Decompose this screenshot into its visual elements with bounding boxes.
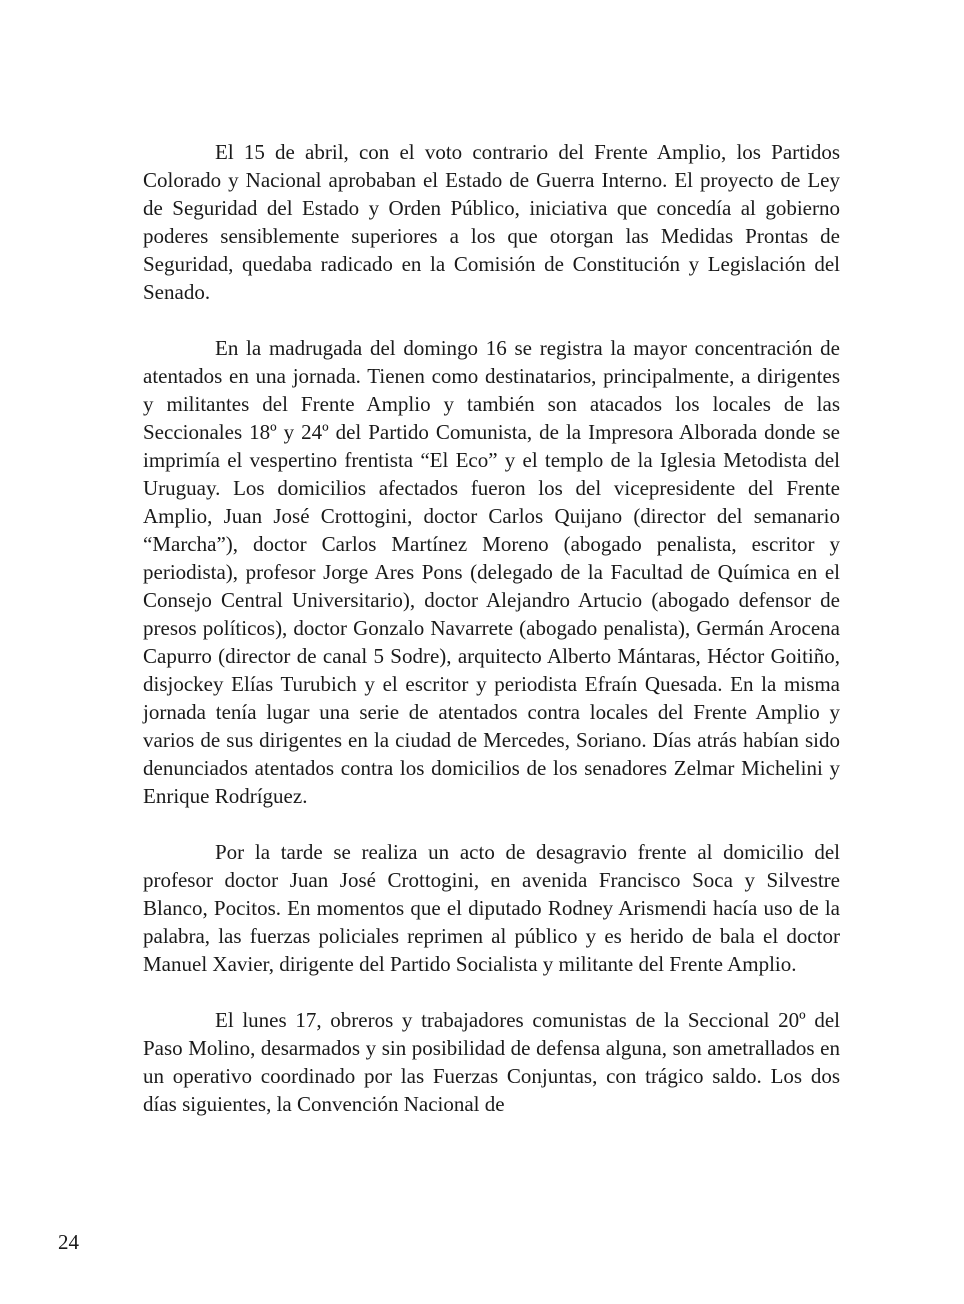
paragraph-1: El 15 de abril, con el voto contrario del Frente Amplio, los Partidos Colorado y Nacional aprobaban el Estado de Guerra Interno. El proyecto de Ley de Seguridad del Estado y Orden Público, iniciativa que concedía al gobierno poderes sensiblemente superiores a los que otorgan las Medidas Prontas de Seguridad, quedaba radicado en la Comisión de Constitución y Legislación del Senado.	[143, 140, 840, 304]
paragraph-3: Por la tarde se realiza un acto de desagravio frente al domicilio del profesor doctor Juan José Crottogini, en avenida Francisco Soca y Silvestre Blanco, Pocitos. En momentos que el diputado Rodney Arismendi hacía uso de la palabra, las fuerzas policiales reprimen al público y es herido de bala el doctor Manuel Xavier, dirigente del Partido Socialista y militante del Frente Amplio.	[143, 840, 840, 976]
paragraph-4: El lunes 17, obreros y trabajadores comunistas de la Seccional 20º del Paso Molino, desarmados y sin posibilidad de defensa alguna, son ametrallados en un operativo coordinado por las Fuerzas Conjuntas, con trágico saldo. Los dos días siguientes, la Convención Nacional de	[143, 1008, 840, 1116]
page-number: 24	[58, 1230, 79, 1254]
paragraph-2: En la madrugada del domingo 16 se registra la mayor concentración de atentados en una jornada. Tienen como destinatarios, principalmente, a dirigentes y militantes del Frente Amplio y también son atacados los locales de las Seccionales 18º y 24º del Partido Comunista, de la Impresora Alborada donde se imprimía el vespertino frentista “El Eco” y el templo de la Iglesia Metodista del Uruguay. Los domicilios afectados fueron los del vicepresidente del Frente Amplio, Juan José Crottogini, doctor Carlos Quijano (director del semanario “Marcha”), doctor Carlos Martínez Moreno (abogado penalista, escritor y periodista), profesor Jorge Ares Pons (delegado de la Facultad de Química en el Consejo Central Universitario), doctor Alejandro Artucio (abogado defensor de presos políticos), doctor Gonzalo Navarrete (abogado penalista), Germán Arocena Capurro (director de canal 5 Sodre), arquitecto Alberto Mántaras, Héctor Goitiño, disjockey Elías Turubich y el escritor y periodista Efraín Quesada. En la misma jornada tenía lugar una serie de atentados contra locales del Frente Amplio y varios de sus dirigentes en la ciudad de Mercedes, Soriano. Días atrás habían sido denunciados atentados contra los domicilios de los senadores Zelmar Michelini y Enrique Rodríguez.	[143, 336, 840, 808]
body-text	[143, 138, 840, 1146]
